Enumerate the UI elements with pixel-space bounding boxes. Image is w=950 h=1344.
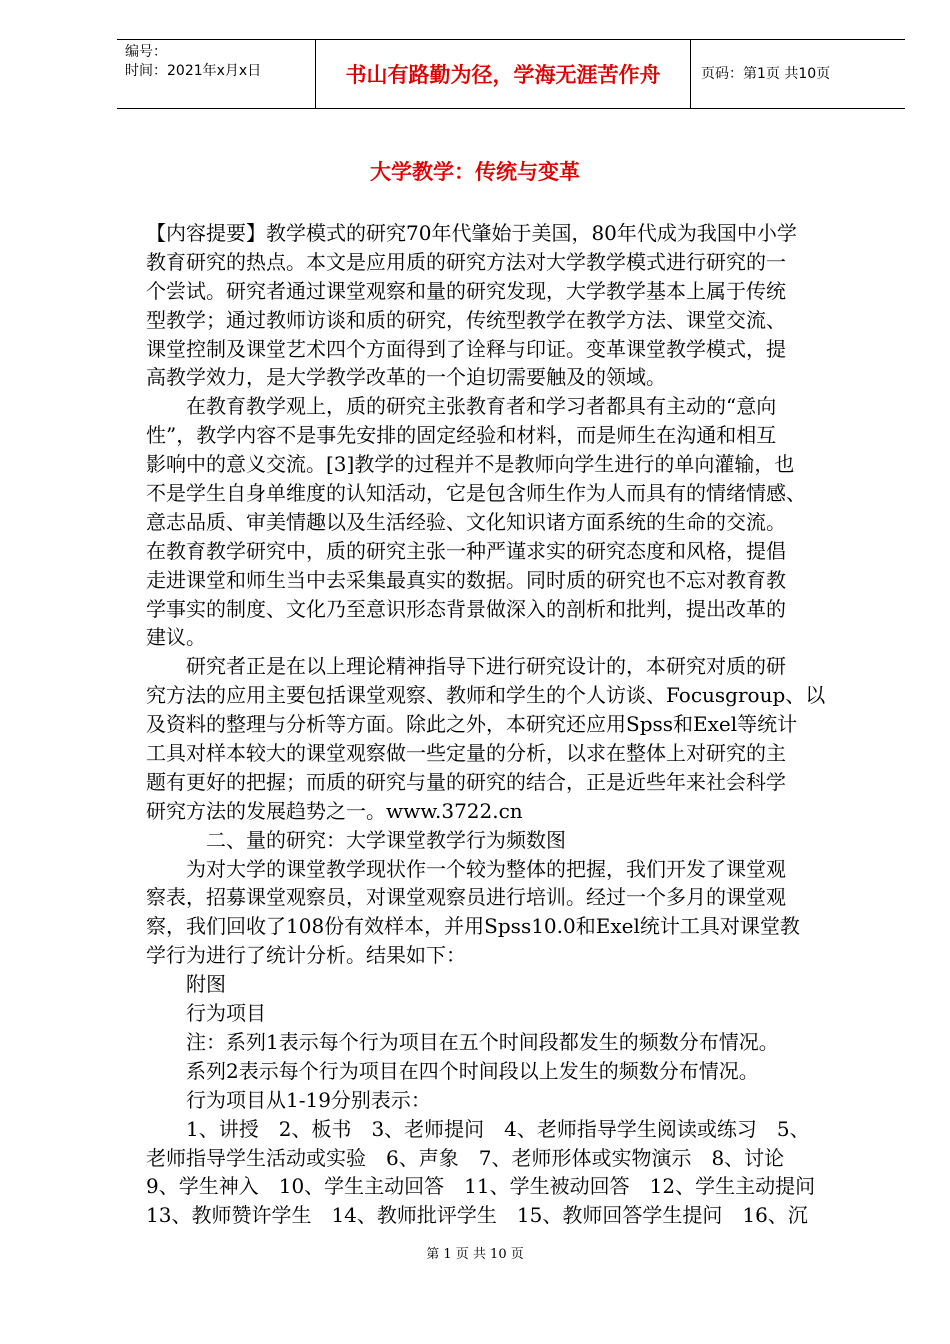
text-line: 察，我们回收了108份有效样本，并用Spss10.0和Exel统计工具对课堂教: [146, 914, 800, 939]
text-line: 注：系列1表示每个行为项目在五个时间段都发生的频数分布情况。: [146, 1029, 779, 1054]
serial-label: 编号：: [125, 44, 167, 60]
page-footer: 第 1 页 共 10 页: [426, 1247, 524, 1262]
text-line: 高教学效力，是大学教学改革的一个迫切需要触及的领域。: [146, 365, 666, 390]
text-line: 研究者正是在以上理论精神指导下进行研究设计的，本研究对质的研: [146, 654, 786, 679]
text-line: 课堂控制及课堂艺术四个方面得到了诠释与印证。变革课堂教学模式，提: [146, 336, 786, 361]
header-meta-cell: [117, 40, 315, 108]
header-table: [117, 39, 905, 109]
text-line: 学事实的制度、文化乃至意识形态背景做深入的剖析和批判，提出改革的: [146, 596, 786, 621]
text-line: 在教育教学观上，质的研究主张教育者和学习者都具有主动的“意向: [146, 394, 777, 419]
document-body: [146, 219, 876, 1230]
text-line: 为对大学的课堂教学现状作一个较为整体的把握，我们开发了课堂观: [146, 856, 786, 881]
text-line: 题有更好的把握；而质的研究与量的研究的结合，正是近些年来社会科学: [146, 769, 786, 794]
text-line: 13、教师赞许学生 14、教师批评学生 15、教师回答学生提问 16、沉: [146, 1203, 808, 1228]
text-line: 在教育教学研究中，质的研究主张一种严谨求实的研究态度和风格，提倡: [146, 538, 786, 563]
text-line: 影响中的意义交流。[3]教学的过程并不是教师向学生进行的单向灌输，也: [146, 452, 795, 477]
header-motto: 书山有路勤为径，学海无涯苦作舟: [345, 63, 661, 87]
text-line: 9、学生神入 10、学生主动回答 11、学生被动回答 12、学生主动提问: [146, 1174, 816, 1199]
text-line: 察表，招募课堂观察员，对课堂观察员进行培训。经过一个多月的课堂观: [146, 885, 786, 910]
text-line: 系列2表示每个行为项目在四个时间段以上发生的频数分布情况。: [146, 1058, 759, 1083]
document-title: 大学教学：传统与变革: [370, 160, 580, 184]
text-line: 二、量的研究：大学课堂教学行为频数图: [146, 827, 566, 852]
text-line: 行为项目从1-19分别表示：: [146, 1087, 431, 1112]
header-page-info: 页码：第1页 共10页: [701, 66, 831, 82]
header-motto-cell: [315, 40, 691, 108]
text-line: 附图: [146, 972, 226, 997]
text-line: 1、讲授 2、板书 3、老师提问 4、老师指导学生阅读或练习 5、: [146, 1116, 810, 1141]
time-label: 时间：2021年x月x日: [125, 63, 262, 79]
text-line: 学行为进行了统计分析。结果如下：: [146, 943, 466, 968]
text-line: 不是学生自身单维度的认知活动，它是包含师生作为人而具有的情绪情感、: [146, 481, 806, 506]
text-line: 意志品质、审美情趣以及生活经验、文化知识诸方面系统的生命的交流。: [146, 509, 786, 534]
text-line: 研究方法的发展趋势之一。www.3722.cn: [146, 798, 523, 823]
text-line: 究方法的应用主要包括课堂观察、教师和学生的个人访谈、Focusgroup、以: [146, 683, 826, 708]
text-line: 走进课堂和师生当中去采集最真实的数据。同时质的研究也不忘对教育教: [146, 567, 786, 592]
header-page-cell: [691, 40, 905, 108]
text-line: 老师指导学生活动或实验 6、声象 7、老师形体或实物演示 8、讨论: [146, 1145, 785, 1170]
text-line: 型教学；通过教师访谈和质的研究，传统型教学在教学方法、课堂交流、: [146, 307, 786, 332]
text-line: 【内容提要】教学模式的研究70年代肇始于美国，80年代成为我国中小学: [146, 221, 797, 245]
text-line: 性”，教学内容不是事先安排的固定经验和材料，而是师生在沟通和相互: [146, 423, 777, 448]
text-line: 教育研究的热点。本文是应用质的研究方法对大学教学模式进行研究的一: [146, 249, 786, 274]
text-line: 工具对样本较大的课堂观察做一些定量的分析，以求在整体上对研究的主: [146, 741, 786, 766]
text-line: 个尝试。研究者通过课堂观察和量的研究发现，大学教学基本上属于传统: [146, 278, 786, 303]
text-line: 行为项目: [146, 1001, 266, 1026]
text-line: 及资料的整理与分析等方面。除此之外，本研究还应用Spss和Exel等统计: [146, 712, 798, 737]
text-line: 建议。: [146, 625, 206, 650]
